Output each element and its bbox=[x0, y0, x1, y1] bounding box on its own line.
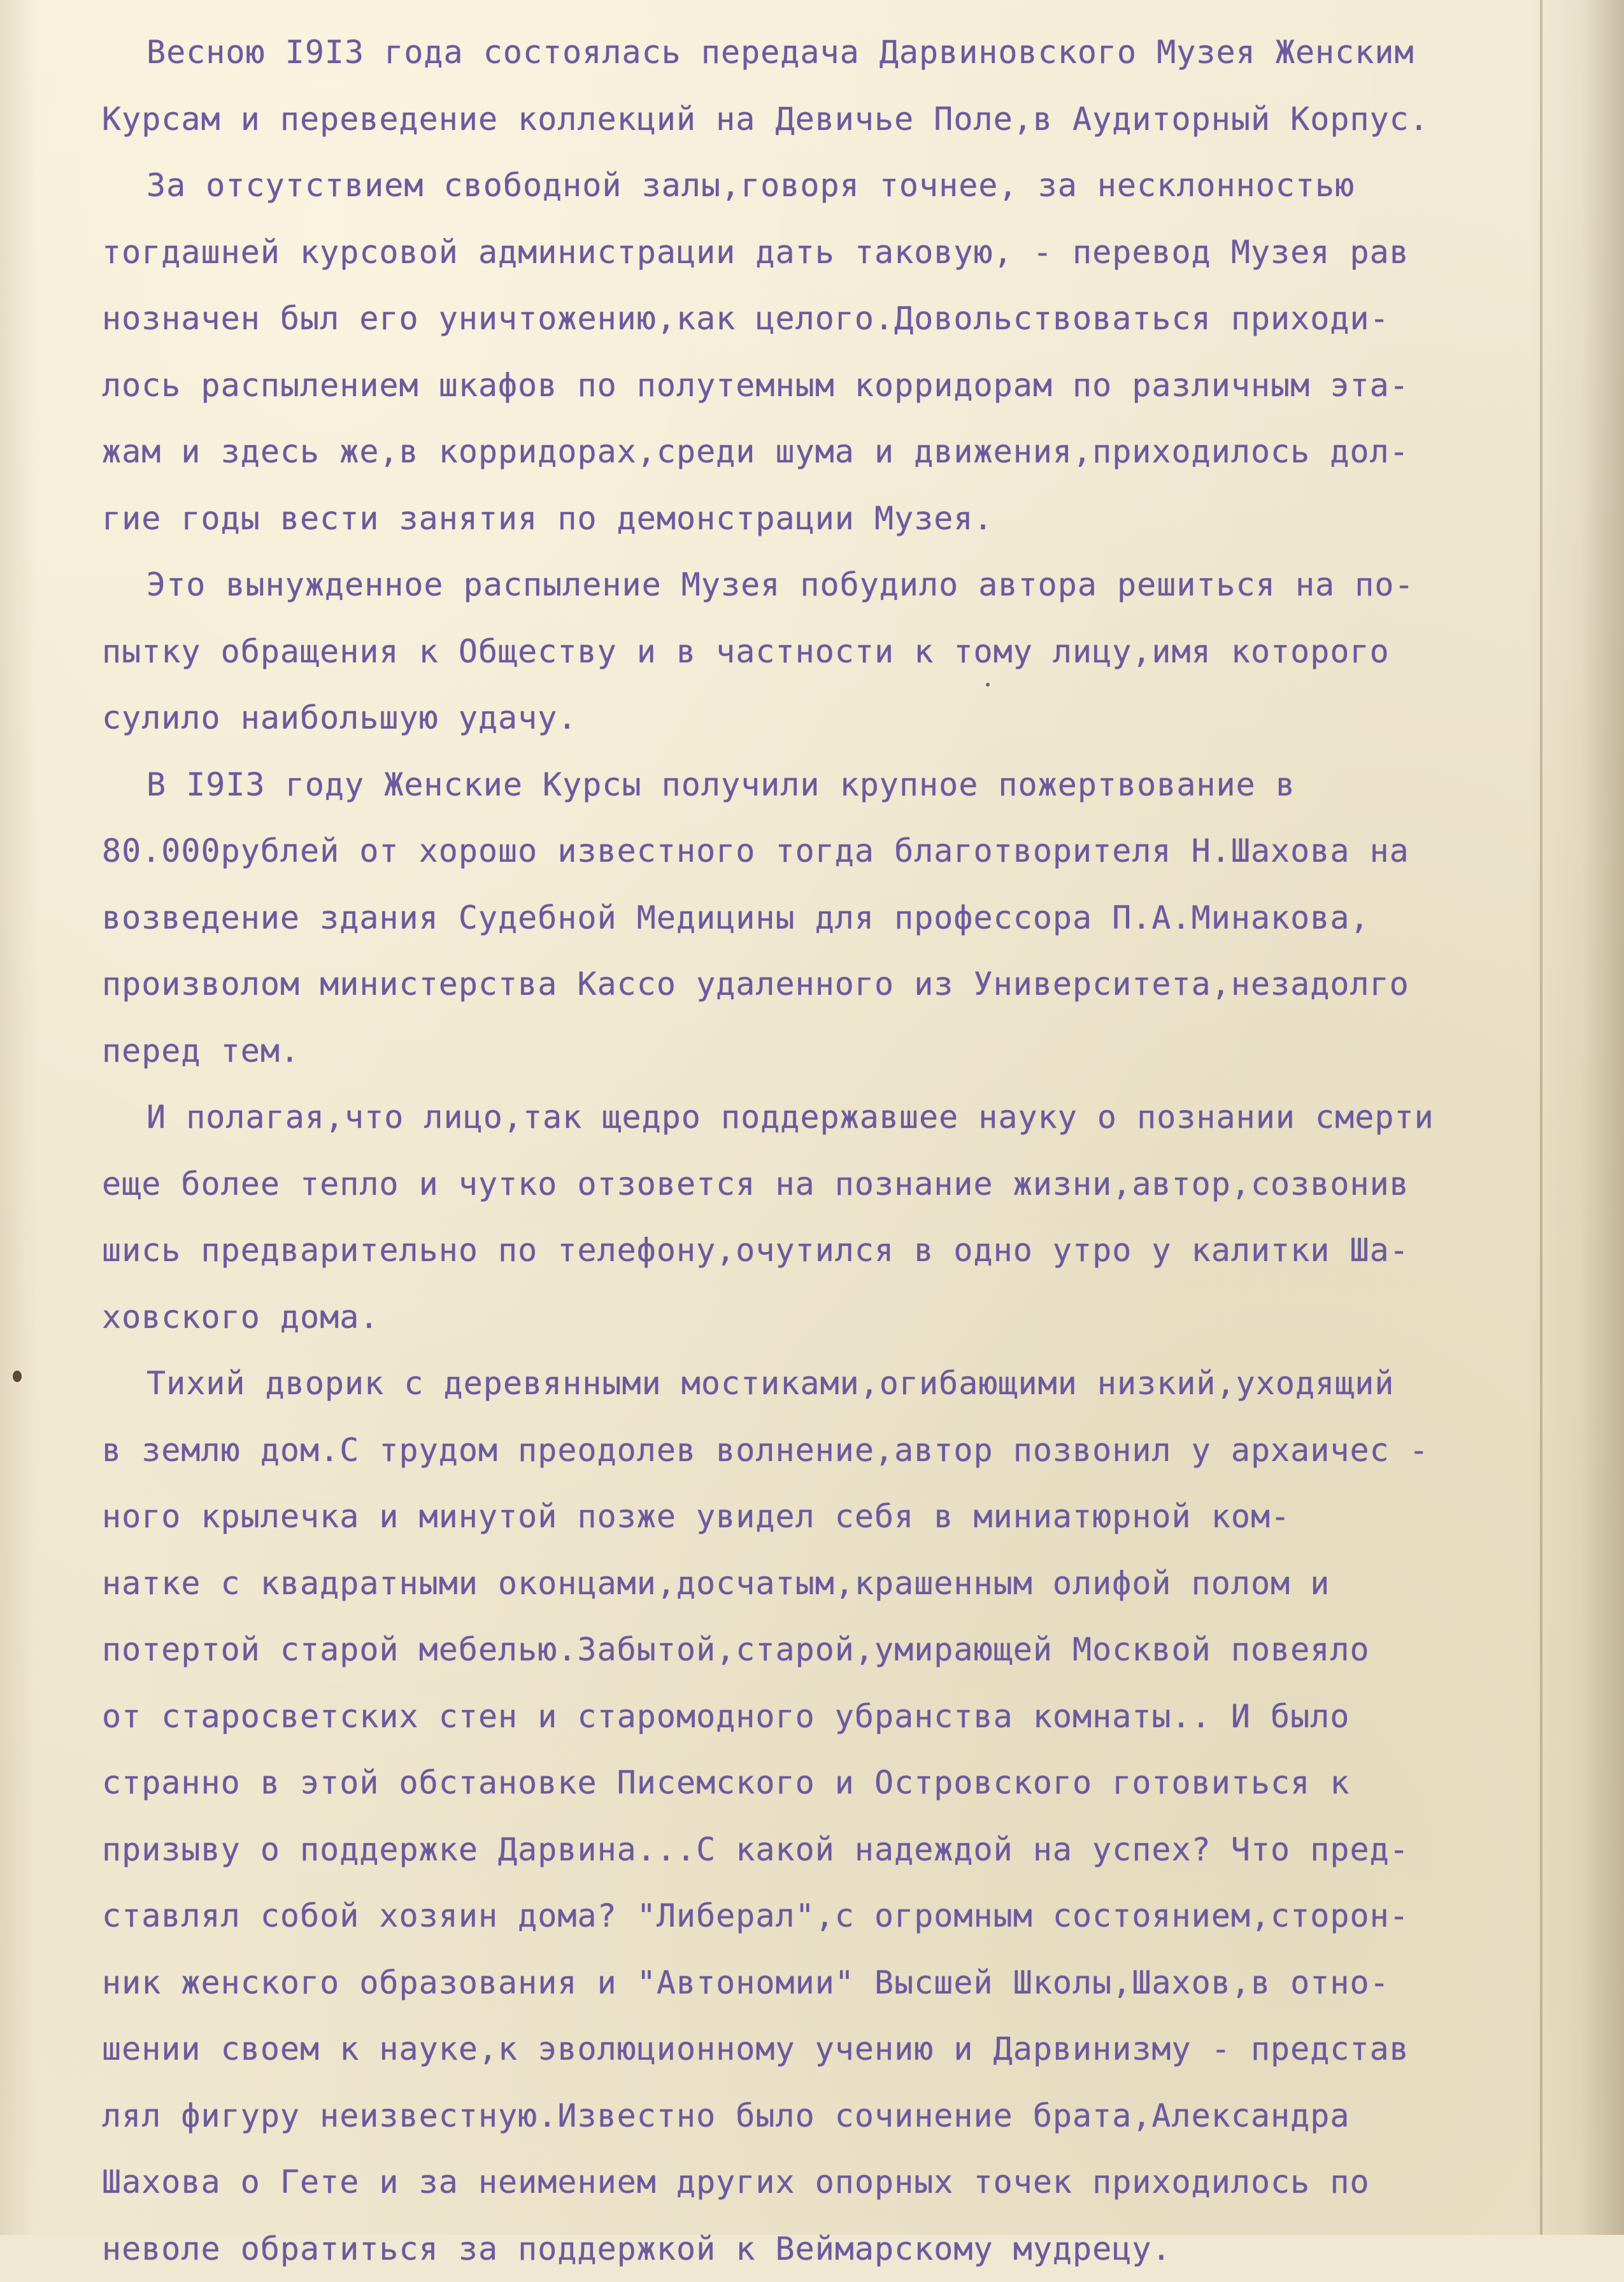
text-line: гие годы вести занятия по демонстрации Музея. bbox=[102, 485, 1522, 552]
text-line: Это вынужденное распыление Музея побудило автора решиться на по- bbox=[102, 552, 1522, 618]
text-line: шись предварительно по телефону,очутился в одно утро у калитки Ша- bbox=[102, 1217, 1522, 1284]
text-line: За отсутствием свободной залы,говоря точнее, за несклонностью bbox=[102, 152, 1522, 219]
page-edge-line bbox=[1540, 0, 1542, 2235]
text-line: призыву о поддержке Дарвина...С какой надеждой на успех? Что пред- bbox=[102, 1816, 1522, 1883]
text-line: нозначен был его уничтожению,как целого.Довольствоваться приходи- bbox=[102, 285, 1522, 352]
text-line: натке с квадратными оконцами,досчатым,крашенным олифой полом и bbox=[102, 1550, 1522, 1617]
text-line: возведение здания Судебной Медицины для профессора П.А.Минакова, bbox=[102, 885, 1522, 952]
page-edge-shadow bbox=[1528, 0, 1624, 2235]
text-line: ховского дома. bbox=[102, 1284, 1522, 1351]
text-line: жам и здесь же,в корридорах,среди шума и движения,приходилось дол- bbox=[102, 418, 1522, 485]
text-line: тогдашней курсовой администрации дать таковую, - перевод Музея рав bbox=[102, 219, 1522, 286]
typewritten-text bbox=[102, 19, 1522, 2282]
text-line: ник женского образования и "Автономии" Высшей Школы,Шахов,в отно- bbox=[102, 1950, 1522, 2016]
text-line: сулило наибольшую удачу. bbox=[102, 685, 1522, 752]
text-line: шении своем к науке,к эволюционному учению и Дарвинизму - представ bbox=[102, 2016, 1522, 2083]
text-line: ного крылечка и минутой позже увидел себя в миниатюрной ком- bbox=[102, 1483, 1522, 1550]
text-line: 80.000рублей от хорошо известного тогда благотворителя Н.Шахова на bbox=[102, 818, 1522, 885]
text-line: перед тем. bbox=[102, 1018, 1522, 1085]
text-line: в землю дом.С трудом преодолев волнение,автор позвонил у архаичес - bbox=[102, 1417, 1522, 1484]
ink-blot bbox=[13, 1371, 22, 1382]
text-line: пытку обращения к Обществу и в частности к тому лицу,имя которого bbox=[102, 618, 1522, 685]
text-line: И полагая,что лицо,так щедро поддержавшее науку о познании смерти bbox=[102, 1084, 1522, 1151]
text-line: Тихий дворик с деревянными мостиками,огибающими низкий,уходящий bbox=[102, 1350, 1522, 1417]
text-line: Весною I9I3 года состоялась передача Дарвиновского Музея Женским bbox=[102, 19, 1522, 86]
paper-stain bbox=[0, 0, 38, 2235]
text-line: ставлял собой хозяин дома? "Либерал",с огромным состоянием,сторон- bbox=[102, 1883, 1522, 1950]
text-line: В I9I3 году Женские Курсы получили крупное пожертвование в bbox=[102, 752, 1522, 818]
text-line: произволом министерства Кассо удаленного из Университета,незадолго bbox=[102, 951, 1522, 1018]
text-line: лял фигуру неизвестную.Известно было сочинение брата,Александра bbox=[102, 2083, 1522, 2150]
text-line: Шахова о Гете и за неимением других опорных точек приходилось по bbox=[102, 2149, 1522, 2216]
text-line: еще более тепло и чутко отзовется на познание жизни,автор,созвонив bbox=[102, 1151, 1522, 1218]
text-line: Курсам и переведение коллекций на Девичье Поле,в Аудиторный Корпус. bbox=[102, 86, 1522, 153]
text-line: потертой старой мебелью.Забытой,старой,умирающей Москвой повеяло bbox=[102, 1616, 1522, 1683]
text-line: неволе обратиться за поддержкой к Веймарскому мудрецу. bbox=[102, 2216, 1522, 2282]
text-line: от старосветских стен и старомодного убранства комнаты.. И было bbox=[102, 1683, 1522, 1750]
text-line: лось распылением шкафов по полутемным корридорам по различным эта- bbox=[102, 352, 1522, 419]
text-line: странно в этой обстановке Писемского и Островского готовиться к bbox=[102, 1750, 1522, 1816]
